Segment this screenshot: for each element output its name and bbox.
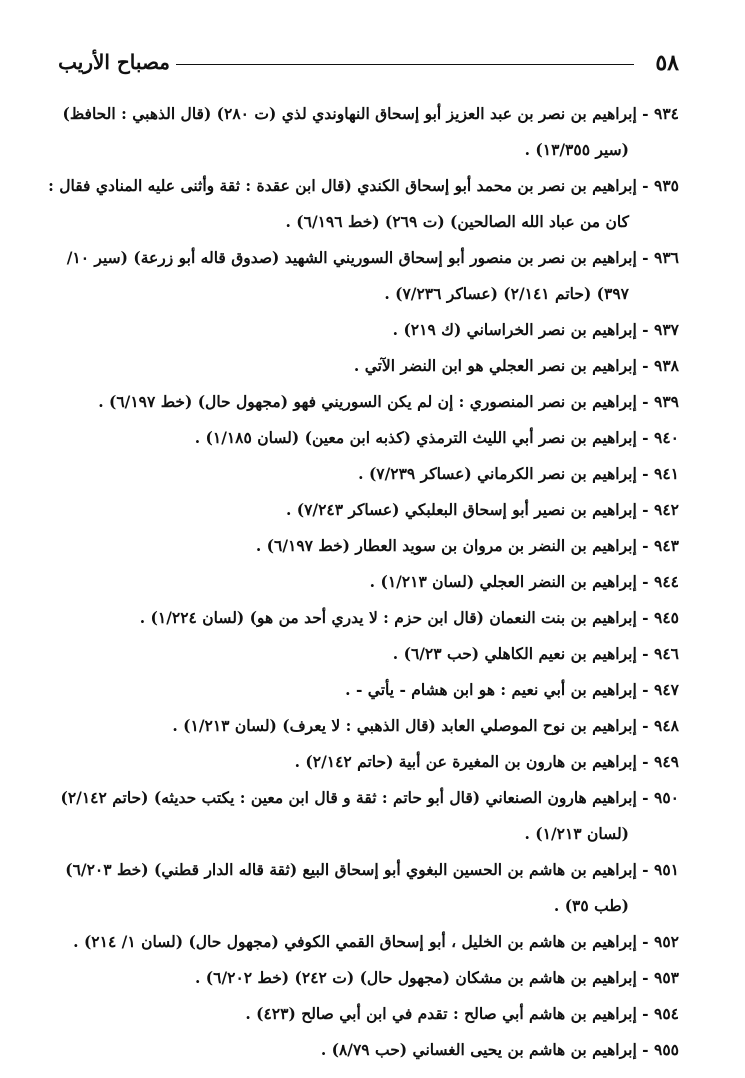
entry-953: ٩٥٣ - إبراهيم بن هاشم بن مشكان (مجهول حال) (ت ٢٤٢) (خط ٦/٢٠٢) . <box>195 968 679 987</box>
entry-940: ٩٤٠ - إبراهيم بن نصر أبي الليث الترمذي (كذبه ابن معين) (لسان ١/١٨٥) . <box>194 428 679 447</box>
entry-955: ٩٥٥ - إبراهيم بن هاشم بن يحيى الغساني (حب ٨/٧٩) . <box>320 1040 679 1059</box>
entry-number: ٩٤١ <box>654 464 679 483</box>
entry-number: ٩٤٥ <box>654 608 679 627</box>
entry-942: ٩٤٢ - إبراهيم بن نصير أبو إسحاق البعلبكي (عساكر ٧/٢٤٣) . <box>285 500 679 519</box>
entry-951-continuation: (طب ٣٥) . <box>553 896 629 915</box>
entry-935: ٩٣٥ - إبراهيم بن نصر بن محمد أبو إسحاق الكندي (قال ابن عقدة : ثقة وأثنى عليه المنادي فقال : <box>48 176 679 195</box>
entry-number: ٩٤٠ <box>654 428 679 447</box>
book-title: مصباح الأريب <box>58 50 170 74</box>
entry-number: ٩٥٥ <box>654 1040 679 1059</box>
entry-951: ٩٥١ - إبراهيم بن هاشم بن الحسين البغوي أبو إسحاق البيع (ثقة قاله الدار قطني) (خط ٦/٢٠٣) <box>65 860 679 879</box>
entry-945: ٩٤٥ - إبراهيم بن بنت النعمان (قال ابن حزم : لا يدري أحد من هو) (لسان ١/٢٢٤) . <box>139 608 679 627</box>
entry-text: إبراهيم بن نصر بن عبد العزيز أبو إسحاق النهاوندي لذي (ت ٢٨٠) (قال الذهبي : الحافظ) <box>62 104 637 123</box>
entry-number: ٩٤٢ <box>654 500 679 519</box>
entry-952: ٩٥٢ - إبراهيم بن هاشم بن الخليل ، أبو إسحاق القمي الكوفي (مجهول حال) (لسان ١/ ٢١٤) . <box>73 932 679 951</box>
entry-937: ٩٣٧ - إبراهيم بن نصر الخراساني (ك ٢١٩) . <box>392 320 679 339</box>
entry-number: ٩٣٤ <box>654 104 679 123</box>
entry-number: ٩٣٩ <box>654 392 679 411</box>
entry-text: إبراهيم بن هاشم بن مشكان (مجهول حال) (ت ٢٤٢) (خط ٦/٢٠٢) . <box>195 968 637 987</box>
entry-936: ٩٣٦ - إبراهيم بن نصر بن منصور أبو إسحاق السوريني الشهيد (صدوق قاله أبو زرعة) (سير ١٠/ <box>66 248 679 267</box>
entry-text: إبراهيم بن هاشم أبي صالح : تقدم في ابن أبي صالح (٤٢٣) . <box>245 1004 637 1023</box>
entry-number: ٩٤٤ <box>654 572 679 591</box>
entry-text: إبراهيم بن هاشم بن الحسين البغوي أبو إسحاق البيع (ثقة قاله الدار قطني) (خط ٦/٢٠٣) <box>65 860 637 879</box>
entry-934-continuation: (سير ١٣/٣٥٥) . <box>524 140 629 159</box>
entry-number: ٩٣٧ <box>654 320 679 339</box>
entry-number: ٩٣٥ <box>654 176 679 195</box>
entry-936-continuation: ٣٩٧) (حاتم ٢/١٤١) (عساكر ٧/٢٣٦) . <box>384 284 629 303</box>
entry-text: إبراهيم بن نصر بن منصور أبو إسحاق السوريني الشهيد (صدوق قاله أبو زرعة) (سير ١٠/ <box>66 248 637 267</box>
entry-944: ٩٤٤ - إبراهيم بن النضر العجلي (لسان ١/٢١٣) . <box>369 572 679 591</box>
entry-text: إبراهيم بن نصر الخراساني (ك ٢١٩) . <box>392 320 637 339</box>
entry-number: ٩٥٠ <box>654 788 679 807</box>
entry-text: إبراهيم بن هاشم بن يحيى الغساني (حب ٨/٧٩) . <box>320 1040 637 1059</box>
entry-number: ٩٥٤ <box>654 1004 679 1023</box>
entry-text: إبراهيم بن نصر بن محمد أبو إسحاق الكندي (قال ابن عقدة : ثقة وأثنى عليه المنادي فقال : <box>48 176 637 195</box>
entry-list <box>39 96 679 1068</box>
entry-text: إبراهيم بن النضر العجلي (لسان ١/٢١٣) . <box>369 572 637 591</box>
entry-text: إبراهيم بن نصير أبو إسحاق البعلبكي (عساكر ٧/٢٤٣) . <box>285 500 637 519</box>
entry-text: إبراهيم بن نصر الكرماني (عساكر ٧/٢٣٩) . <box>358 464 637 483</box>
entry-941: ٩٤١ - إبراهيم بن نصر الكرماني (عساكر ٧/٢٣٩) . <box>358 464 679 483</box>
entry-text: إبراهيم هارون الصنعاني (قال أبو حاتم : ثقة و قال ابن معين : يكتب حديثه) (حاتم ٢/١٤٢) <box>60 788 637 807</box>
entry-947: ٩٤٧ - إبراهيم بن أبي نعيم : هو ابن هشام - يأتي - . <box>345 680 679 699</box>
entry-950: ٩٥٠ - إبراهيم هارون الصنعاني (قال أبو حاتم : ثقة و قال ابن معين : يكتب حديثه) (حاتم ٢/١٤٢) <box>60 788 679 807</box>
entry-943: ٩٤٣ - إبراهيم بن النضر بن مروان بن سويد العطار (خط ٦/١٩٧) . <box>255 536 679 555</box>
entry-number: ٩٤٧ <box>654 680 679 699</box>
entry-number: ٩٤٩ <box>654 752 679 771</box>
entry-number: ٩٤٣ <box>654 536 679 555</box>
entry-number: ٩٥٢ <box>654 932 679 951</box>
entry-934: ٩٣٤ - إبراهيم بن نصر بن عبد العزيز أبو إسحاق النهاوندي لذي (ت ٢٨٠) (قال الذهبي : الحافظ) <box>62 104 679 123</box>
entry-text: إبراهيم بن نصر المنصوري : إن لم يكن السوريني فهو (مجهول حال) (خط ٦/١٩٧) . <box>98 392 637 411</box>
entry-text: إبراهيم بن نصر أبي الليث الترمذي (كذبه ابن معين) (لسان ١/١٨٥) . <box>194 428 637 447</box>
entry-number: ٩٤٦ <box>654 644 679 663</box>
header-rule <box>176 64 634 65</box>
page-number: ٥٨ <box>655 50 679 76</box>
entry-text: إبراهيم بن هاشم بن الخليل ، أبو إسحاق القمي الكوفي (مجهول حال) (لسان ١/ ٢١٤) . <box>73 932 637 951</box>
entry-number: ٩٣٦ <box>654 248 679 267</box>
page-header <box>0 44 745 84</box>
entry-938: ٩٣٨ - إبراهيم بن نصر العجلي هو ابن النضر الآتي . <box>353 356 679 375</box>
entry-text: إبراهيم بن هارون بن المغيرة عن أبية (حاتم ٢/١٤٢) . <box>294 752 637 771</box>
entry-text: إبراهيم بن نوح الموصلي العابد (قال الذهبي : لا يعرف) (لسان ١/٢١٣) . <box>172 716 637 735</box>
entry-text: إبراهيم بن نعيم الكاهلي (حب ٦/٢٣) . <box>392 644 637 663</box>
entry-935-continuation: كان من عباد الله الصالحين) (ت ٢٦٩) (خط ٦/١٩٦) . <box>285 212 629 231</box>
entry-954: ٩٥٤ - إبراهيم بن هاشم أبي صالح : تقدم في ابن أبي صالح (٤٢٣) . <box>245 1004 679 1023</box>
entry-950-continuation: (لسان ١/٢١٣) . <box>524 824 629 843</box>
entry-948: ٩٤٨ - إبراهيم بن نوح الموصلي العابد (قال الذهبي : لا يعرف) (لسان ١/٢١٣) . <box>172 716 679 735</box>
entry-text: إبراهيم بن النضر بن مروان بن سويد العطار (خط ٦/١٩٧) . <box>255 536 637 555</box>
entry-946: ٩٤٦ - إبراهيم بن نعيم الكاهلي (حب ٦/٢٣) . <box>392 644 679 663</box>
entry-949: ٩٤٩ - إبراهيم بن هارون بن المغيرة عن أبية (حاتم ٢/١٤٢) . <box>294 752 679 771</box>
entry-number: ٩٥١ <box>654 860 679 879</box>
entry-number: ٩٣٨ <box>654 356 679 375</box>
entry-number: ٩٥٣ <box>654 968 679 987</box>
entry-text: إبراهيم بن نصر العجلي هو ابن النضر الآتي . <box>353 356 637 375</box>
entry-text: إبراهيم بن بنت النعمان (قال ابن حزم : لا يدري أحد من هو) (لسان ١/٢٢٤) . <box>139 608 637 627</box>
entry-939: ٩٣٩ - إبراهيم بن نصر المنصوري : إن لم يكن السوريني فهو (مجهول حال) (خط ٦/١٩٧) . <box>98 392 679 411</box>
entry-text: إبراهيم بن أبي نعيم : هو ابن هشام - يأتي - . <box>345 680 637 699</box>
entry-number: ٩٤٨ <box>654 716 679 735</box>
